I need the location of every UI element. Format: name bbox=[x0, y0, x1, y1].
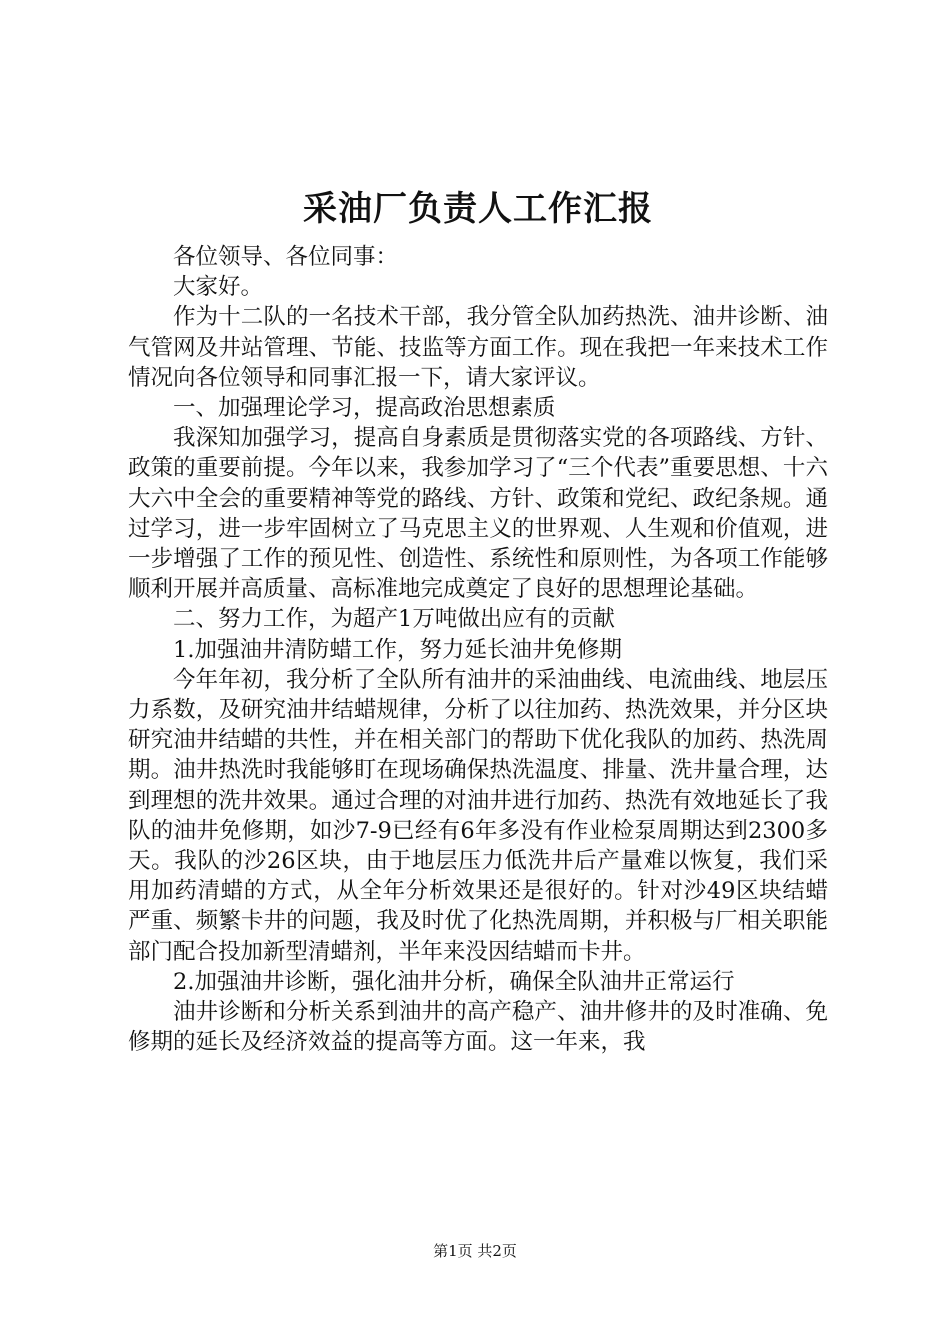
section-heading-1: 一、加强理论学习，提高政治思想素质 bbox=[173, 395, 556, 422]
page-footer: 第1页 共2页 bbox=[433, 1242, 517, 1260]
section-1-paragraph: 我深知加强学习，提高自身素质是贯彻落实党的各项路线、方针、政策的重要前提。今年以来，我参加学习了“三个代表”重要思想、十六大六中全会的重要精神等党的路线、方针、政策和党纪、政纪条规。通过学习，进一步牢固树立了马克思主义的世界观、人生观和价值观，进一步增强了工作的预见性、创造性、系统性和原则性，为各项工作能够顺利开展并高质量、高标准地完成奠定了良好的思想理论基础。 bbox=[128, 425, 828, 603]
document-title: 采油厂负责人工作汇报 bbox=[303, 189, 653, 229]
section-heading-2: 二、努力工作，为超产1万吨做出应有的贡献 bbox=[173, 606, 615, 633]
subsection-2-paragraph: 油井诊断和分析关系到油井的高产稳产、油井修井的及时准确、免修期的延长及经济效益的提高等方面。这一年来，我 bbox=[128, 999, 828, 1056]
greeting: 大家好。 bbox=[173, 274, 264, 301]
salutation: 各位领导、各位同事： bbox=[173, 244, 399, 270]
intro-paragraph: 作为十二队的一名技术干部，我分管全队加药热洗、油井诊断、油气管网及井站管理、节能、技监等方面工作。现在我把一年来技术工作情况向各位领导和同事汇报一下，请大家评议。 bbox=[128, 304, 828, 391]
subsection-heading-2: 2.加强油井诊断，强化油井分析，确保全队油井正常运行 bbox=[173, 968, 735, 995]
document-body bbox=[128, 182, 828, 1057]
subsection-heading-1: 1.加强油井清防蜡工作，努力延长油井免修期 bbox=[173, 636, 622, 663]
subsection-1-paragraph: 今年年初，我分析了全队所有油井的采油曲线、电流曲线、地层压力系数，及研究油井结蜡规律，分析了以往加药、热洗效果，并分区块研究油井结蜡的共性，并在相关部门的帮助下优化我队的加药、热洗周期。油井热洗时我能够盯在现场确保热洗温度、排量、洗井量合理，达到理想的洗井效果。通过合理的对油井进行加药、热洗有效地延长了我队的油井免修期，如沙7-9已经有6年多没有作业检泵周期达到2300多天。我队的沙26区块，由于地层压力低洗井后产量难以恢复，我们采用加药清蜡的方式，从全年分析效果还是很好的。针对沙49区块结蜡严重、频繁卡井的问题，我及时优了化热洗周期，并积极与厂相关职能部门配合投加新型清蜡剂，半年来没因结蜡而卡井。 bbox=[128, 666, 828, 965]
